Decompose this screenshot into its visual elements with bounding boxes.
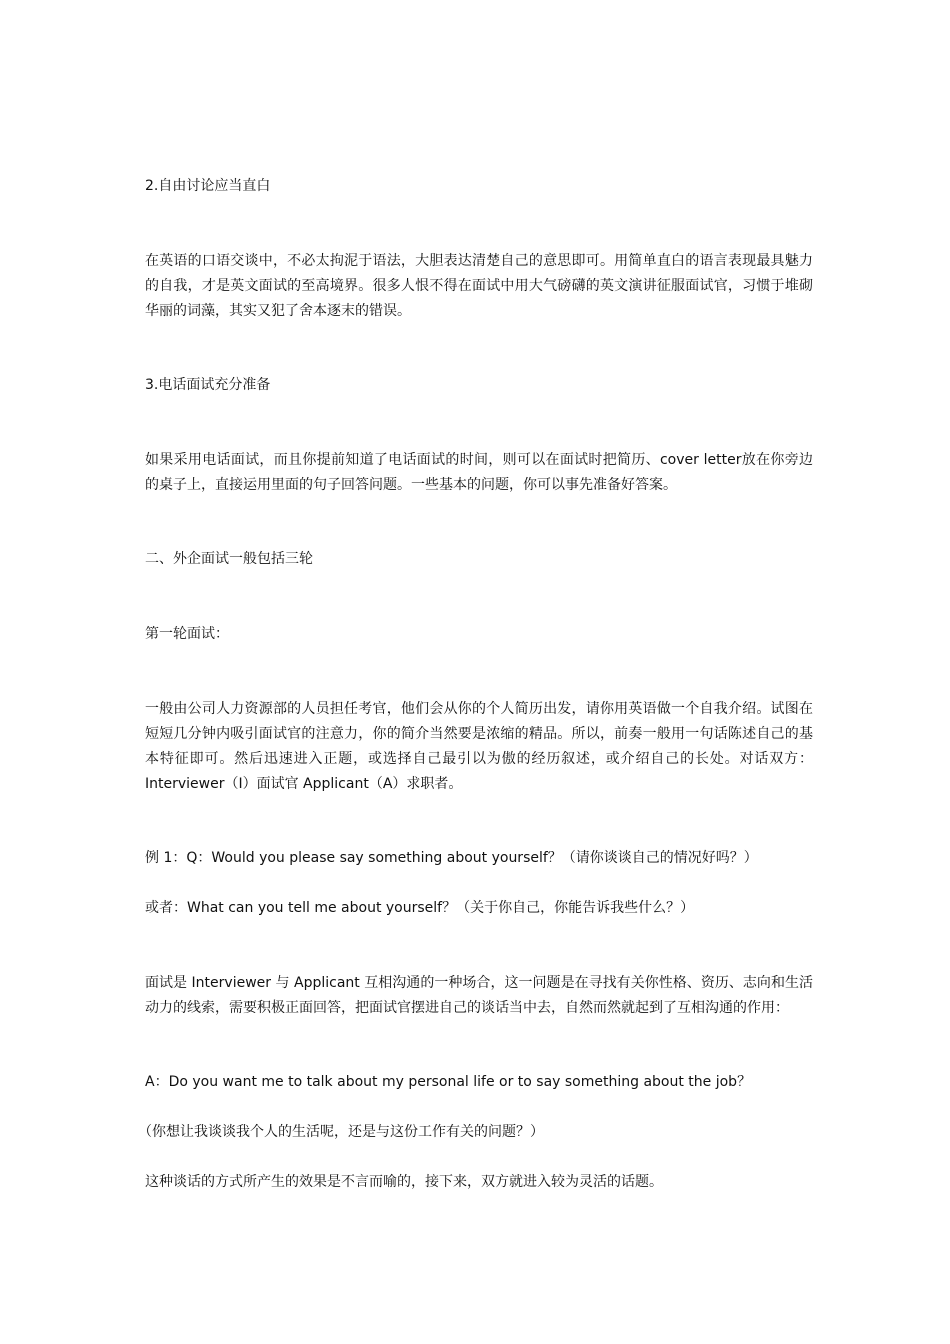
example-1-question: 例 1：Q：Would you please say something about yourself？（请你谈谈自己的情况好吗？） bbox=[145, 850, 758, 866]
answer-a-translation: （你想让我谈谈我个人的生活呢，还是与这份工作有关的问题？） bbox=[138, 1124, 544, 1140]
section-2-heading: 2.自由讨论应当直白 bbox=[145, 178, 271, 194]
example-1-alternative: 或者：What can you tell me about yourself？（关于你自己，你能告诉我些什么？） bbox=[145, 900, 695, 916]
section-3-paragraph: 如果采用电话面试，而且你提前知道了电话面试的时间，则可以在面试时把简历、cover letter放在你旁边的桌子上，直接运用里面的句子回答问题。一些基本的问题，你可以事先准备好答案。 bbox=[145, 452, 813, 493]
section-2-paragraph: 在英语的口语交谈中，不必太拘泥于语法，大胆表达清楚自己的意思即可。用简单直白的语言表现最具魅力的自我，才是英文面试的至高境界。很多人恨不得在面试中用大气磅礴的英文演讲征服面试官，习惯于堆砌华丽的词藻，其实又犯了舍本逐末的错误。 bbox=[145, 253, 813, 319]
part-2-heading: 二、外企面试一般包括三轮 bbox=[145, 551, 313, 567]
round-1-heading: 第一轮面试： bbox=[145, 626, 229, 642]
section-3-heading: 3.电话面试充分准备 bbox=[145, 377, 271, 393]
explanation-paragraph: 面试是 Interviewer 与 Applicant 互相沟通的一种场合，这一问题是在寻找有关你性格、资历、志向和生活动力的线索，需要积极正面回答，把面试官摆进自己的谈话当中去，自然而然就起到了互相沟通的作用： bbox=[145, 975, 813, 1016]
round-1-paragraph: 一般由公司人力资源部的人员担任考官，他们会从你的个人简历出发，请你用英语做一个自我介绍。试图在短短几分钟内吸引面试官的注意力，你的简介当然要是浓缩的精品。所以，前奏一般用一句话陈述自己的基本特征即可。然后迅速进入正题，或选择自己最引以为傲的经历叙述，或介绍自己的长处。对话双方：Interviewer（I）面试官 Applicant（A）求职者。 bbox=[145, 701, 813, 792]
answer-a: A：Do you want me to talk about my personal life or to say something about the job？ bbox=[145, 1074, 752, 1090]
closing-paragraph: 这种谈话的方式所产生的效果是不言而喻的，接下来，双方就进入较为灵活的话题。 bbox=[145, 1174, 663, 1190]
